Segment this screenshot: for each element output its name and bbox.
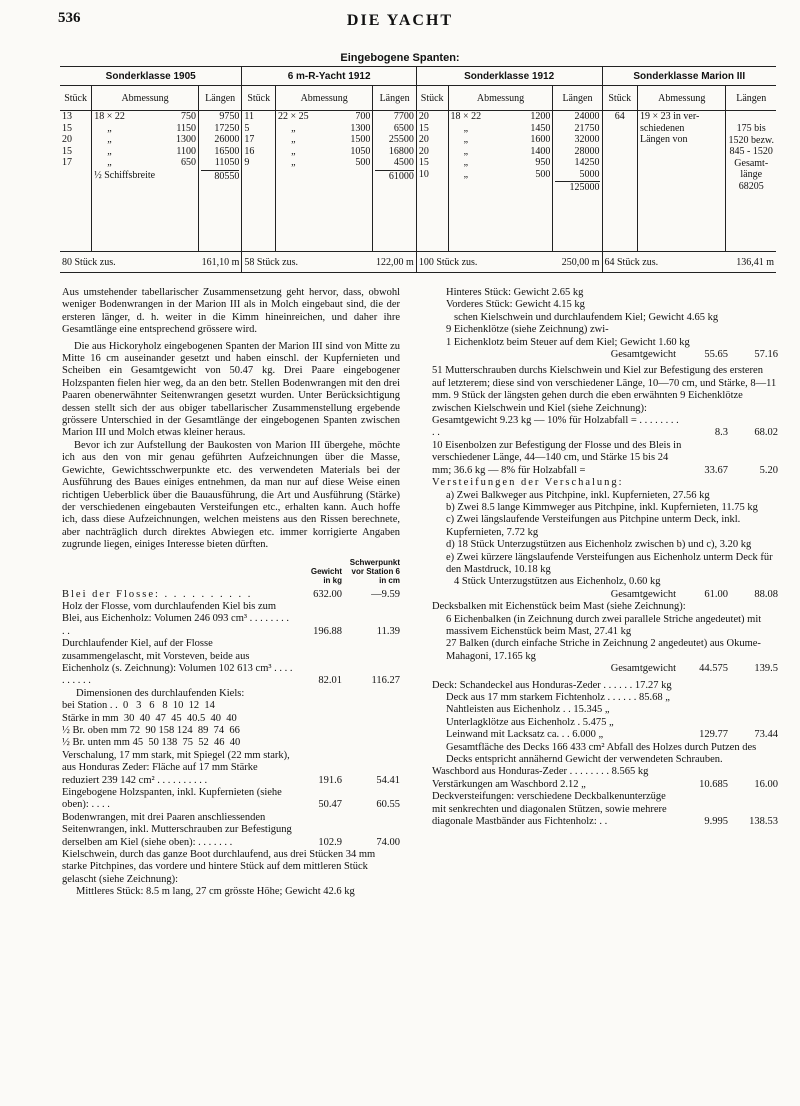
deck-line: Nahtleisten aus Eichenholz . . 15.345 „ [446, 704, 610, 716]
weight-row: 10 Eisenbolzen zur Befestigung der Flosse und des Bleis in verschiedener Länge, 44—140 cm, und Stärke 15 bis 24 mm; 36.6 kg — 8% für Holzabfall = 33.67 5.20 [432, 439, 778, 476]
item-line: schen Kielschwein und durchlaufendem Kiel; Gewicht 4.65 kg [454, 311, 719, 323]
item-line: 1 Eichenklotz beim Steuer auf dem Kiel; Gewicht 1.60 kg [446, 336, 690, 348]
cell-laengen: 175 bis 1520 bezw. 845 - 1520 Gesamt- länge 68205 [728, 123, 774, 192]
total-weight-row: Gesamtgewicht 44.575 139.5 [610, 663, 778, 675]
total-row: 64 Stück zus. 136,41 m [602, 252, 776, 273]
kielschwein-text: Kielschwein, durch das ganze Boot durchlaufend, aus drei Stücken 34 mm starke Pitchpines, das vordere und hintere Stück auf dem mittleren Stück gelascht (siehe Zeichnung): [62, 849, 376, 885]
col-head: Stück [242, 86, 276, 111]
total-row: 80 Stück zus. 161,10 m [60, 252, 242, 273]
weight-row: Verstärkungen am Waschbord 2.12 „ 10.685 16.00 [432, 778, 778, 790]
weight-row: Verschalung, 17 mm stark, mit Spiegel (22 mm stark), aus Honduras Zeder: Fläche auf 17 mm Stärke reduziert 239 142 cm² . . . . . . . . . . 191.6 54.41 [62, 749, 400, 786]
deck-line: Unterlagklötze aus Eichenholz . 5.475 „ [446, 716, 614, 728]
weight-row: Bodenwrangen, mit drei Paaren anschliessenden Seitenwrangen, inkl. Mutterschrauben zur Befestigung derselben am Kiel (siehe oben): . . . . . . . 102.9 74.00 [62, 811, 400, 848]
paragraph: Aus umstehender tabellarischer Zusammensetzung geht hervor, dass, obwohl weniger Bodenwrangen in der Marion III als in Molch eingebaut sind, die der ersteren länger, d. h. weiter in die Kimm hineinreichen, und daher ihre Gesamtlänge eine entsprechend grössere wird. [62, 287, 400, 336]
cell-stueck: 13 15 20 15 17 [60, 111, 92, 252]
weight-row: Holz der Flosse, vom durchlaufenden Kiel bis zum Blei, aus Eichenholz: Volumen 246 093 cm³ . . . . . . . . . . 196.88 11.39 [62, 600, 400, 637]
col-head: Längen [373, 86, 416, 111]
item-line: d) 18 Stück Unterzugstützen aus Eichenholz zwischen b) und c), 3.20 kg [446, 539, 752, 551]
cell-laengen: 9750 17250 26000 16500 11050 80550 [198, 111, 241, 252]
dimension-row: ½ Br. oben mm 72 90 158 124 89 74 66 [62, 725, 240, 736]
cell-abmessung: 18 × 22 „ „ „ „ „ 1200 1450 1600 1400 950 500 [448, 111, 553, 252]
left-column [62, 287, 400, 899]
dimension-row: bei Station . . 0 3 6 8 10 12 14 [62, 700, 215, 712]
waschbord-line: Waschbord aus Honduras-Zeder . . . . . . . . 8.565 kg [432, 766, 649, 778]
item-line: Vorderes Stück: Gewicht 4.15 kg [446, 299, 585, 311]
col-head: Abmessung [638, 86, 726, 111]
cell-stueck: 11 5 17 16 9 [242, 111, 276, 252]
cell-abmessung: 22 × 25 „ „ „ „ 700 1300 1500 1050 500 [276, 111, 373, 252]
cell-stueck: 20 15 20 20 15 10 [416, 111, 448, 252]
col-head: Abmessung [448, 86, 553, 111]
cell-laengen: 24000 21750 32000 28000 14250 5000 125000 [553, 111, 602, 252]
item-line: 6 Eichenbalken (in Zeichnung durch zwei parallele Striche angedeutet) mit massivem Eichenstück beim Mast, 27.41 kg [446, 613, 762, 637]
dimension-row: Stärke in mm 30 40 47 45 40.5 40 40 [62, 712, 237, 724]
paragraph: Die aus Hickoryholz eingebogenen Spanten der Marion III sind von Mitte zu Mitte 16 cm auseinander gesetzt und haben einschl. der Kupfernieten und Scheiben ein Gesamtgewicht von 50.47 kg. Drei Paare eingebogener Holzspanten fielen hier weg, da an den betr. Stellen Bodenwrangen mit den drei Paaren obenerwähnter Seitenwrangen gesetzt wurden. Unter Berücksichtigung dessen stellt sich der aus obiger tabellarischer Zusammenstellung ergebende grössere Unterschied in der Gesamtlänge der eingebogenen Spanten zwischen Marion III und Molch etwas kleiner heraus. [62, 340, 400, 439]
item-line: a) Zwei Balkweger aus Pitchpine, inkl. Kupfernieten, 27.56 kg [446, 489, 710, 501]
weight-row: Deckversteifungen: verschiedene Deckbalkenunterzüge mit senkrechten und diagonalen Stützen, sowie mehrere diagonale Mastbänder aus Fichtenholz: . . 9.995 138.53 [432, 791, 778, 828]
weight-row: Durchlaufender Kiel, auf der Flosse zusammengelascht, mit Vorsteven, beide aus Eichenholz (s. Zeichnung): Volumen 102 613 cm³ . . . . . . . . . . 82.01 116.27 [62, 638, 400, 687]
cell-laengen: 7700 6500 25500 16800 4500 61000 [373, 111, 416, 252]
col-head: Stück [416, 86, 448, 111]
group-header: Sonderklasse Marion III [602, 67, 776, 86]
total-weight-row: Gesamtgewicht 55.65 57.16 [610, 349, 778, 361]
col-head: Längen [198, 86, 241, 111]
kielschwein-mittel: Mittleres Stück: 8.5 m lang, 27 cm grösste Höhe; Gewicht 42.6 kg [76, 886, 355, 898]
weight-row: Eingebogene Holzspanten, inkl. Kupfernieten (siehe oben): . . . . 50.47 60.55 [62, 787, 400, 811]
cell-abmessung: 18 × 22 „ „ „ „ 750 1150 1300 1100 650 ½ Schiffsbreite [92, 111, 199, 252]
item-line: b) Zwei 8.5 lange Kimmweger aus Pitchpine, inkl. Kupfernieten, 11.75 kg [446, 501, 758, 513]
right-column [432, 287, 778, 828]
dimension-row: ½ Br. unten mm 45 50 138 75 52 46 40 [62, 737, 241, 749]
item-line: 9 Eichenklötze (siehe Zeichnung) zwi- [446, 324, 609, 336]
cog-header: Schwerpunkt vor Station 6 in cm [349, 557, 400, 585]
page-number: 536 [58, 10, 81, 26]
item-line: e) Zwei kürzere längslaufende Versteifungen aus Eichenholz unterm Deck für den Mastdruck, 10.18 kg [446, 551, 773, 575]
item-line: 4 Stück Unterzugstützen aus Eichenholz, 0.60 kg [454, 576, 661, 588]
weight-row: Gesamtgewicht 9.23 kg — 10% für Holzabfall = . . . . . . . . . . 8.3 68.02 [432, 415, 778, 439]
dimension-head: Dimensionen des durchlaufenden Kiels: [76, 687, 245, 699]
item-line: 27 Balken (durch einfache Striche in Zeichnung 2 angedeutet) aus Okume-Mahagoni, 17.165 kg [446, 638, 761, 662]
deck-note: Gesamtfläche des Decks 166 433 cm² Abfall des Holzes durch Putzen des Decks entspricht annähernd Gewicht der verwendeten Schrauben. [446, 741, 757, 766]
mutterschrauben-text: 51 Mutterschrauben durchs Kielschwein und Kiel zur Befestigung des ersteren auf letzterem; diese sind von verschiedener Länge, 10—70 cm, und Stärke, 8—11 mm. 9 Stück der längsten gehen durch die eben erwähnten 9 Eichenklötze zwischen Kielschwein und Kiel (siehe Zeichnung): [432, 365, 777, 414]
col-head: Abmessung [92, 86, 199, 111]
table-caption: Eingebogene Spanten: [340, 52, 460, 64]
col-head: Abmessung [276, 86, 373, 111]
item-line: c) Zwei längslaufende Versteifungen aus Pitchpine unterm Deck, inkl. Kupfernieten, 7.72 kg [446, 514, 741, 538]
total-weight-row: Gesamtgewicht 61.00 88.08 [610, 588, 778, 600]
versteifungen-head: Versteifungen der Verschalung: [432, 477, 624, 489]
total-row: 100 Stück zus. 250,00 m [416, 252, 602, 273]
decksbalken-text: Decksbalken mit Eichenstück beim Mast (siehe Zeichnung): [432, 601, 686, 613]
col-head: Längen [726, 86, 776, 111]
weight-row: Leinwand mit Lacksatz ca. . . 6.000 „ 129.77 73.44 [446, 729, 778, 741]
col-head: Längen [553, 86, 602, 111]
deck-line: Deck: Schandeckel aus Honduras-Zeder . . . . . . 17.27 kg [432, 679, 672, 691]
spanten-table [60, 66, 776, 273]
group-header: 6 m-R-Yacht 1912 [242, 67, 416, 86]
col-head: Stück [60, 86, 92, 111]
total-row: 58 Stück zus. 122,00 m [242, 252, 416, 273]
half-breadth-label: ½ Schiffsbreite [94, 169, 156, 181]
cell-stueck: 64 [602, 111, 638, 252]
paragraph: Bevor ich zur Aufstellung der Baukosten von Marion III übergehe, möchte ich aus den von mir genau geführten Aufzeichnungen über die Masse, Gewichte, Gewichtsschwerpunkte etc. des verwendeten Materials bei der Ausführung des Baues einiges entnehmen, da man nur auf diese Weise einen richtigen Ueberblick über die Bauausführung, die Art und Ausführung (Stärke) der verschiedenen eingebauten Versteifungen etc., erhalten kann. Auch hoffe ich, dass diese Aufzeichnungen, welchen meistens aus den Rissen berechnete, aber nachträglich durch direktes Abwiegen etc. immer korrigierte Angaben zugrunde liegen, einiges Interesse bieten dürften. [62, 439, 400, 551]
weight-row: Blei der Flosse: . . . . . . . . . . 632.00 —9.59 [62, 588, 400, 600]
item-line: Hinteres Stück: Gewicht 2.65 kg [446, 287, 584, 298]
weight-header: Gewicht in kg [310, 566, 342, 585]
col-head: Stück [602, 86, 638, 111]
cell-abmessung: 19 × 23 in ver- schiedenen Längen von [638, 111, 726, 252]
group-header: Sonderklasse 1912 [416, 67, 602, 86]
running-title: DIE YACHT [346, 12, 454, 29]
deck-line: Deck aus 17 mm starkem Fichtenholz . . . . . . 85.68 „ [446, 692, 670, 703]
group-header: Sonderklasse 1905 [60, 67, 242, 86]
